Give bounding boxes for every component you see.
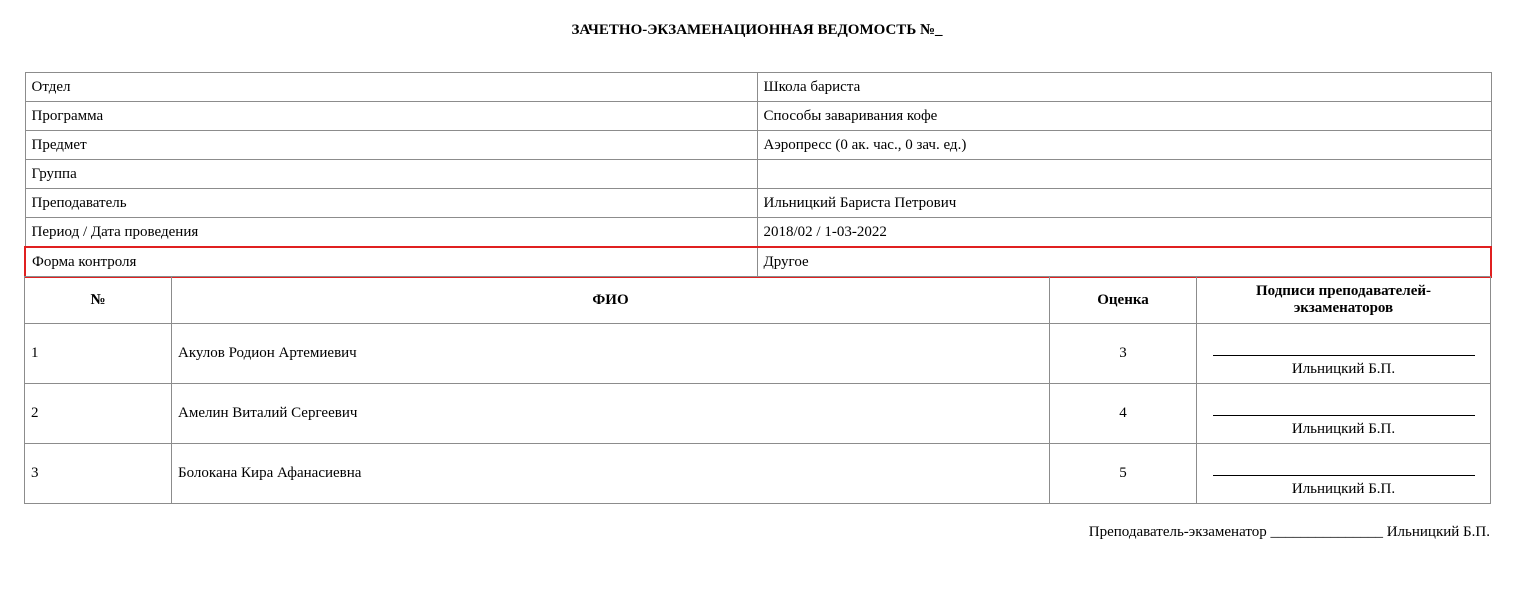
info-table [24,72,1492,278]
info-row-department [25,73,1491,102]
student-grade: 5 [1050,444,1197,504]
table-row [25,384,1491,444]
examiner-role-label: Преподаватель-экзаменатор [1088,524,1267,540]
document-title: ЗАЧЕТНО-ЭКЗАМЕНАЦИОННАЯ ВЕДОМОСТЬ №_ [571,22,943,38]
info-value: Другое [757,247,1491,277]
table-row [25,324,1491,384]
info-label: Предмет [25,131,757,160]
student-name: Амелин Виталий Сергеевич [172,384,1050,444]
signer-name: Ильницкий Б.П. [1291,361,1396,377]
student-name: Болокана Кира Афанасиевна [172,444,1050,504]
table-row [25,444,1491,504]
header-grade: Оценка [1050,277,1197,324]
signer-name: Ильницкий Б.П. [1291,481,1396,497]
grades-table [24,276,1491,504]
info-row-subject [25,131,1491,160]
row-number: 2 [25,384,172,444]
info-value: Ильницкий Бариста Петрович [757,189,1491,218]
info-label: Группа [25,160,757,189]
info-row-control-form [25,247,1491,277]
info-label: Преподаватель [25,189,757,218]
header-number: № [25,277,172,324]
info-label: Период / Дата проведения [25,218,757,248]
info-label: Отдел [25,73,757,102]
info-row-teacher [25,189,1491,218]
signature-blank: _______________ [1270,524,1383,540]
student-name: Акулов Родион Артемиевич [172,324,1050,384]
info-value [757,160,1491,189]
examiner-name: Ильницкий Б.П. [1386,524,1490,540]
info-value: 2018/02 / 1-03-2022 [757,218,1491,248]
examiner-footer [1089,522,1490,542]
student-grade: 4 [1050,384,1197,444]
header-name: ФИО [172,277,1050,324]
signature-cell [1197,384,1491,444]
student-grade: 3 [1050,324,1197,384]
info-value: Школа бариста [757,73,1491,102]
signature-cell [1197,324,1491,384]
signature-cell [1197,444,1491,504]
row-number: 1 [25,324,172,384]
signature-line [1213,415,1475,416]
info-label: Программа [25,102,757,131]
header-signatures: Подписи преподавателей-экзаменаторов [1197,277,1491,324]
info-row-program [25,102,1491,131]
info-value: Способы заваривания кофе [757,102,1491,131]
signature-line [1213,475,1475,476]
signer-name: Ильницкий Б.П. [1291,421,1396,437]
info-label: Форма контроля [25,247,757,277]
info-row-group [25,160,1491,189]
signature-line [1213,355,1475,356]
info-value: Аэропресс (0 ак. час., 0 зач. ед.) [757,131,1491,160]
grades-header-row [25,277,1491,324]
info-row-period-date [25,218,1491,248]
row-number: 3 [25,444,172,504]
